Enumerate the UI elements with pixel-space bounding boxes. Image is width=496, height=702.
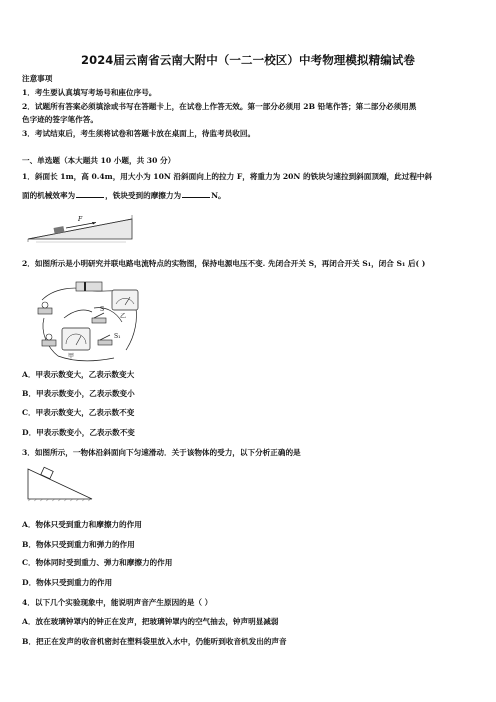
q1-part-c: N。: [211, 191, 226, 200]
question-2-stem: 2．如图所示是小明研究并联电路电流特点的实物图，保持电源电压不变. 先闭合开关 S，再闭合开关 S₁，闭合 S₁ 后( ): [22, 259, 426, 268]
notice-heading: 注意事项: [22, 74, 53, 83]
ammeter-jia-label: 甲: [68, 353, 75, 360]
q3-option-c: C．物体同时受到重力、弹力和摩擦力的作用: [22, 558, 173, 567]
switch-s-label: S: [100, 306, 105, 313]
answer-blank-1: [76, 190, 104, 198]
q3-option-b: B．物体只受到重力和弹力的作用: [22, 540, 135, 549]
page-title: 2024届云南省云南大附中（一二一校区）中考物理模拟精编试卷: [80, 53, 415, 67]
notice-item-2-cont: 色字迹的签字笔作答。: [22, 115, 98, 124]
q2-option-d: D．甲表示数变小，乙表示数不变: [22, 428, 135, 437]
question-1-line1: 1．斜面长 1m，高 0.4m，用大小为 10N 沿斜面向上的拉力 F，将重力为 20N 的铁块匀速拉到斜面顶端，此过程中斜: [22, 172, 433, 181]
q3-option-d: D．物体只受到重力的作用: [22, 578, 113, 587]
q3-option-a: A．物体只受到重力和摩擦力的作用: [22, 520, 142, 529]
notice-item-3: 3．考试结束后，考生须将试卷和答题卡放在桌面上，待监考员收回。: [22, 129, 256, 138]
switch-s1-label: S₁: [114, 333, 121, 340]
q2-option-b: B．甲表示数变小，乙表示数变小: [22, 389, 135, 398]
q1-part-b: ，铁块受到的摩擦力为: [105, 191, 182, 200]
ammeter-yi-label: 乙: [120, 313, 127, 320]
question-3-stem: 3．如图所示，一物体沿斜面向下匀速滑动．关于该物体的受力，以下分析正确的是: [22, 448, 301, 457]
slope-figure: [26, 463, 96, 503]
incline-force-label: F: [78, 216, 83, 223]
notice-item-2: 2．试题所有答案必须填涂或书写在答题卡上，在试卷上作答无效。第一部分必须用 2B 铅笔作答；第二部分必须用黑: [22, 102, 417, 111]
question-1-line2: [22, 190, 226, 201]
question-4-stem: 4．以下几个实验现象中，能说明声音产生原因的是（ ）: [22, 598, 213, 607]
q4-option-b: B．把正在发声的收音机密封在塑料袋里放入水中，仍能听到收音机发出的声音: [22, 637, 287, 646]
q2-option-a: A．甲表示数变大，乙表示数变大: [22, 370, 135, 379]
q4-option-a: A．放在玻璃钟罩内的钟正在发声，把玻璃钟罩内的空气抽去，钟声明显减弱: [22, 617, 279, 626]
circuit-figure: [34, 278, 146, 366]
q2-option-c: C．甲表示数变大，乙表示数不变: [22, 408, 135, 417]
notice-item-1: 1．考生要认真填写考场号和座位序号。: [22, 88, 157, 97]
incline-figure: [26, 213, 136, 243]
section-heading: 一、单选题（本大题共 10 小题，共 30 分）: [22, 156, 176, 165]
answer-blank-2: [182, 190, 210, 198]
q1-part-a: 面的机械效率为: [22, 191, 76, 200]
